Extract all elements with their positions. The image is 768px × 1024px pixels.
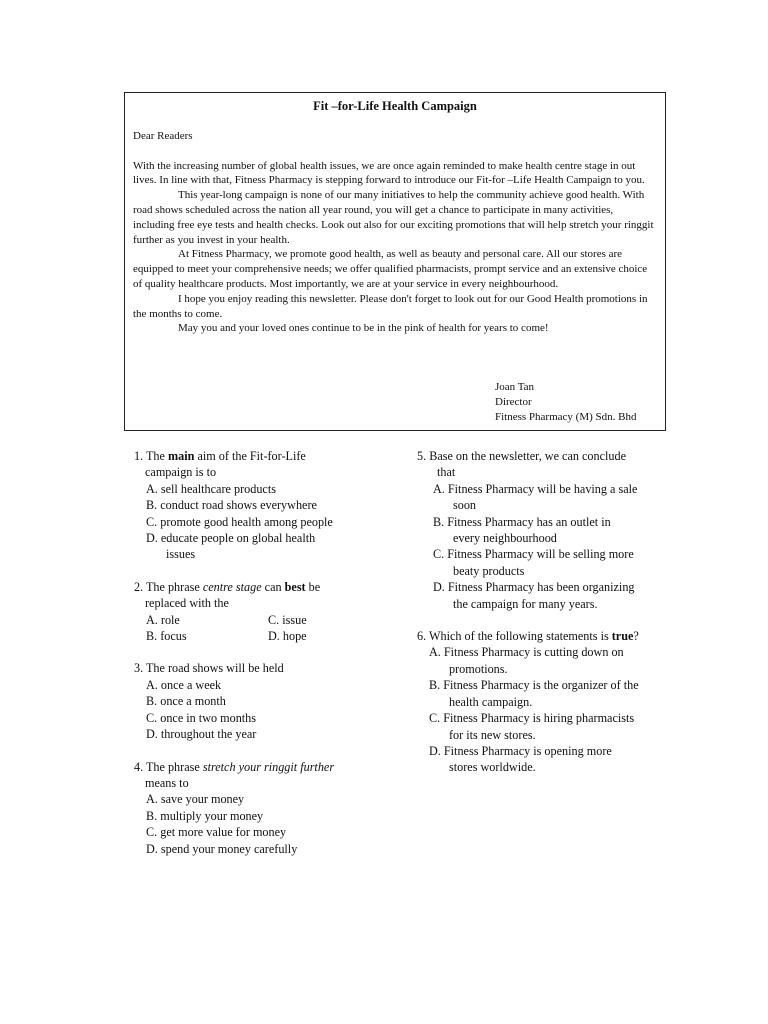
option-text: beaty products <box>453 563 525 578</box>
newsletter-content <box>133 99 657 336</box>
stem-text: aim of the Fit-for-Life <box>194 449 306 463</box>
option-text: for its new stores. <box>449 727 536 742</box>
salutation: Dear Readers <box>133 129 193 142</box>
option-d <box>417 579 677 612</box>
option-a: A. once a week <box>146 677 222 692</box>
option-c: C. get more value for money <box>146 825 287 840</box>
option-text: B. Fitness Pharmacy is the organizer of the <box>429 678 639 693</box>
option-c: C. once in two months <box>146 710 257 725</box>
option-c <box>417 546 677 579</box>
stem-text: 1. The <box>134 449 168 463</box>
option-a: A. role <box>146 612 180 627</box>
option-c: C. promote good health among people <box>146 514 333 529</box>
question-stem <box>417 628 677 644</box>
signature-company: Fitness Pharmacy (M) Sdn. Bhd <box>495 411 637 423</box>
newsletter-box <box>124 92 666 431</box>
option-text: D. educate people on global health <box>146 531 316 546</box>
question-3 <box>134 660 394 742</box>
option-d <box>134 530 394 563</box>
signature-block <box>495 380 636 425</box>
option-a <box>417 481 677 514</box>
option-text: A. Fitness Pharmacy will be having a sale <box>433 481 638 496</box>
signature-title: Director <box>495 396 532 408</box>
stem-text: 5. Base on the newsletter, we can conclude <box>417 449 626 463</box>
stem-text: 4. The phrase <box>134 759 203 774</box>
option-grid <box>134 612 394 645</box>
option-d: D. hope <box>268 629 307 644</box>
option-b: B. once a month <box>146 694 226 709</box>
signature-name: Joan Tan <box>495 381 535 393</box>
questions-right-column <box>417 448 677 792</box>
option-b: B. focus <box>146 629 187 644</box>
paragraph-1: With the increasing number of global health issues, we are once again reminded to make health centre stage in out lives. In line with that, Fitness Pharmacy is stepping forward to introduce our Fit-for –Life Health Campaign to you. <box>133 159 645 187</box>
option-text: C. Fitness Pharmacy will be selling more <box>433 547 634 562</box>
question-stem <box>134 759 394 792</box>
question-1 <box>134 448 394 563</box>
questions-left-column <box>134 448 394 873</box>
option-text: every neighbourhood <box>453 531 557 546</box>
option-d <box>417 743 677 776</box>
option-c <box>417 710 677 743</box>
stem-italic: centre stage <box>202 579 262 594</box>
question-2 <box>134 579 394 645</box>
question-stem <box>417 448 677 481</box>
option-d: D. throughout the year <box>146 727 257 742</box>
option-text: D. Fitness Pharmacy has been organizing <box>433 580 635 595</box>
paragraph-3: At Fitness Pharmacy, we promote good health, as well as beauty and personal care. All our stores are equipped to meet your comprehensive needs; we offer qualified pharmacists, prompt service and an extensive choice of quality healthcare products. Most importantly, we are at your service in every neighbourhood. <box>133 248 648 290</box>
newsletter-title: Fit –for-Life Health Campaign <box>313 99 477 113</box>
question-stem <box>134 579 394 612</box>
stem-emphasis: best <box>284 579 306 594</box>
option-c: C. issue <box>268 612 307 627</box>
stem-emphasis: main <box>167 449 195 463</box>
option-text: C. Fitness Pharmacy is hiring pharmacists <box>429 711 635 726</box>
stem-italic: stretch your ringgit further <box>202 759 335 774</box>
stem-text: be <box>305 579 321 594</box>
question-6 <box>417 628 677 776</box>
option-b: B. conduct road shows everywhere <box>146 498 317 513</box>
option-text: soon <box>453 498 477 513</box>
option-text: B. Fitness Pharmacy has an outlet in <box>433 514 611 529</box>
stem-text: means to <box>145 775 189 790</box>
option-text: A. Fitness Pharmacy is cutting down on <box>429 645 624 660</box>
question-stem: 3. The road shows will be held <box>134 661 284 676</box>
option-text: the campaign for many years. <box>453 596 598 611</box>
stem-text: that <box>437 465 456 480</box>
stem-text: campaign is to <box>145 465 217 480</box>
option-a: A. save your money <box>146 792 245 807</box>
option-text: D. Fitness Pharmacy is opening more <box>429 743 612 758</box>
paragraph-4: I hope you enjoy reading this newsletter. Please don't forget to look out for our Good Health promotions in the months to come. <box>133 292 648 320</box>
option-a: A. sell healthcare products <box>146 481 276 496</box>
option-a <box>417 644 677 677</box>
option-text: promotions. <box>449 661 508 676</box>
option-d: D. spend your money carefully <box>146 841 298 856</box>
paragraph-5: May you and your loved ones continue to be in the pink of health for years to come! <box>178 322 549 335</box>
option-b: B. multiply your money <box>146 808 264 823</box>
question-5 <box>417 448 677 612</box>
option-text: stores worldwide. <box>449 760 536 775</box>
stem-text: can <box>261 579 285 594</box>
paragraph-2: This year-long campaign is none of our many initiatives to help the community achieve good health. With road shows scheduled across the nation all year round, you will get a chance to participate in many activities, including free eye tests and health checks. Look out also for our exciting promotions that will help stretch your ringgit further as you invest in your health. <box>133 189 654 246</box>
stem-emphasis: true <box>611 629 634 644</box>
stem-text: ? <box>633 629 639 644</box>
stem-text: 6. Which of the following statements is <box>417 629 612 644</box>
stem-text: replaced with the <box>145 596 229 611</box>
question-stem <box>134 448 394 481</box>
stem-text: 2. The phrase <box>134 579 203 594</box>
option-b <box>417 677 677 710</box>
question-4 <box>134 759 394 857</box>
option-text: issues <box>166 547 196 562</box>
option-text: health campaign. <box>449 694 533 709</box>
option-b <box>417 514 677 547</box>
